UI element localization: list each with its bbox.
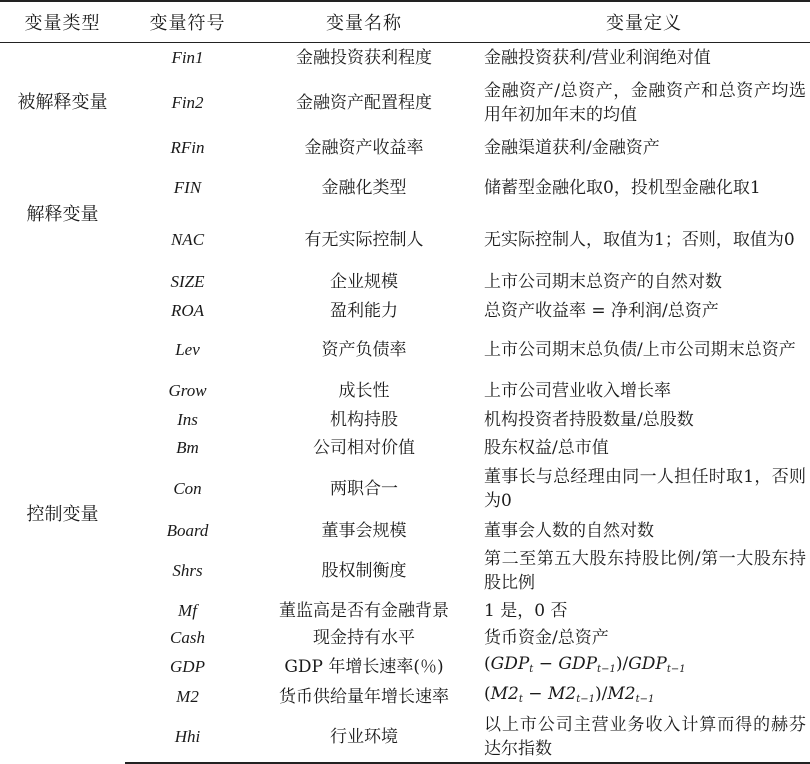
row-symbol: GDP <box>170 656 205 676</box>
row-symbol: FIN <box>173 178 202 197</box>
row-definition: 机构投资者持股数量/总股数 <box>484 409 694 430</box>
row-name: 行业环境 <box>250 712 478 763</box>
header-variable-symbol: 变量符号 <box>125 1 250 43</box>
row-name: 金融资产收益率 <box>304 137 424 158</box>
row-definition: 上市公司期末总资产的自然对数 <box>484 271 722 292</box>
row-symbol: RFin <box>170 137 205 157</box>
row-symbol: Con <box>173 479 202 498</box>
group-label-control: 控制变量 <box>26 503 99 525</box>
row-name: 董监高是否有金融背景 <box>279 600 449 621</box>
row-definition: 第二至第五大股东持股比例/第一大股东持股比例 <box>484 549 806 593</box>
row-symbol: Mf <box>178 600 197 620</box>
row-definition-formula: $(GDP_t - GDP_{t-1})/GDP_{t-1}$ <box>484 653 686 675</box>
row-symbol: Lev <box>175 340 200 359</box>
row-definition: 总资产收益率 = 净利润/总资产 <box>484 300 719 321</box>
table-row <box>0 163 810 214</box>
row-definition: 货币资金/总资产 <box>484 628 609 648</box>
row-symbol: Shrs <box>172 561 203 580</box>
row-definition: 金融渠道获利/金融资产 <box>484 137 660 158</box>
row-name: 成长性 <box>338 380 390 401</box>
row-name: 金融化类型 <box>321 178 407 198</box>
table-body <box>0 43 810 763</box>
row-definition: 董事长与总经理由同一人担任时取1，否则为0 <box>484 467 806 511</box>
row-definition: 无实际控制人，取值为1；否则，取值为0 <box>484 230 795 250</box>
row-definition: 上市公司营业收入增长率 <box>484 380 671 401</box>
row-symbol: Hhi <box>125 712 250 763</box>
row-definition: 股东权益/总市值 <box>484 437 609 458</box>
row-definition: 金融投资获利/营业利润绝对值 <box>484 48 711 69</box>
header-variable-name: 变量名称 <box>250 1 478 43</box>
row-name: 两职合一 <box>330 479 398 499</box>
group-label-explained: 被解释变量 <box>17 91 108 113</box>
row-symbol: NAC <box>170 230 205 249</box>
table-row <box>0 267 810 297</box>
row-symbol: Grow <box>168 380 207 400</box>
row-definition: 董事会人数的自然对数 <box>484 521 654 541</box>
group-label-explanatory: 解释变量 <box>26 203 99 225</box>
row-name: 金融资产配置程度 <box>296 93 432 113</box>
row-name: 机构持股 <box>330 409 398 430</box>
row-symbol: Cash <box>170 628 205 647</box>
row-definition: 金融资产/总资产，金融资产和总资产均选用年初加年末的均值 <box>484 81 806 125</box>
row-name: 有无实际控制人 <box>304 230 424 250</box>
table-header <box>0 1 810 43</box>
table-row <box>0 43 810 74</box>
row-name: 货币供给量年增长速率 <box>279 686 449 707</box>
row-name: 董事会规模 <box>321 521 407 541</box>
row-symbol: ROA <box>170 300 205 320</box>
row-definition: 上市公司期末总负债/上市公司期末总资产 <box>484 340 796 360</box>
row-name: 资产负债率 <box>321 340 407 360</box>
row-symbol: Fin2 <box>171 93 204 112</box>
row-name: 公司相对价值 <box>313 437 415 458</box>
row-definition-formula: $(M2_t - M2_{t-1})/M2_{t-1}$ <box>484 683 655 705</box>
row-name: 金融投资获利程度 <box>296 48 432 69</box>
row-definition: 1 是，0 否 <box>484 600 568 621</box>
row-symbol: Ins <box>177 409 198 429</box>
row-symbol: M2 <box>176 686 199 706</box>
header-variable-definition: 变量定义 <box>478 1 810 43</box>
row-symbol: Bm <box>176 437 199 457</box>
row-symbol: Board <box>166 521 209 540</box>
row-definition: 储蓄型金融化取0，投机型金融化取1 <box>484 178 761 198</box>
row-symbol: SIZE <box>170 271 205 291</box>
row-name: 现金持有水平 <box>313 628 415 648</box>
row-name: 盈利能力 <box>330 300 398 321</box>
header-variable-type: 变量类型 <box>0 1 125 43</box>
row-name: GDP 年增长速率(％) <box>284 656 444 677</box>
row-name: 企业规模 <box>330 271 398 292</box>
row-name: 股权制衡度 <box>321 561 407 581</box>
row-definition: 以上市公司主营业务收入计算而得的赫芬达尔指数 <box>478 712 810 763</box>
row-symbol: Fin1 <box>171 48 204 68</box>
